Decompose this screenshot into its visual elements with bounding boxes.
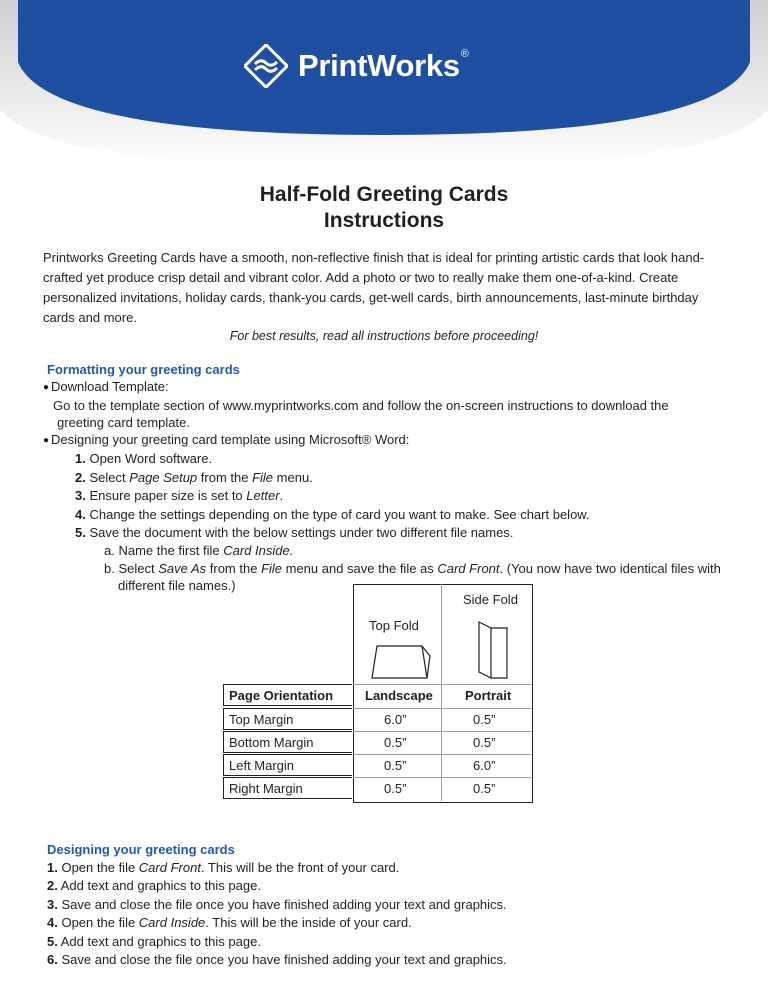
top-margin-portrait: 0.5” xyxy=(473,712,496,727)
row-label-bottom-margin: Bottom Margin xyxy=(223,731,352,753)
format-step-4: 4. Change the settings depending on the type of card you want to make. See chart below. xyxy=(75,507,590,522)
right-margin-portrait: 0.5” xyxy=(473,781,496,796)
side-fold-card-icon xyxy=(473,618,513,682)
format-step-1: 1. Open Word software. xyxy=(75,451,213,466)
bullet-icon: ● xyxy=(43,382,50,393)
note-text: For best results, read all instructions before proceeding! xyxy=(229,329,539,343)
header-landscape: Landscape xyxy=(365,688,433,703)
brand-name: PrintWorks xyxy=(298,48,460,83)
left-margin-landscape: 0.5” xyxy=(384,758,407,773)
title-line-2: Instructions xyxy=(323,209,445,232)
design-step-1: 1. Open the file Card Front. This will be the front of your card. xyxy=(47,860,400,875)
download-line-2: greeting card template. xyxy=(57,415,190,430)
top-margin-landscape: 6.0” xyxy=(384,712,407,727)
row-label-top-margin: Top Margin xyxy=(223,708,352,730)
header-banner xyxy=(0,0,768,170)
bullet-icon: ● xyxy=(43,435,50,446)
bullet-download xyxy=(43,378,169,397)
top-fold-label: Top Fold xyxy=(369,618,419,633)
printworks-diamond-icon xyxy=(244,44,288,88)
left-margin-portrait: 6.0” xyxy=(473,758,496,773)
design-step-5: 5. Add text and graphics to this page. xyxy=(47,934,261,949)
format-sub-a: a. Name the first file Card Inside. xyxy=(104,543,294,558)
design-step-2: 2. Add text and graphics to this page. xyxy=(47,878,261,893)
title-line-1: Half-Fold Greeting Cards xyxy=(259,183,509,206)
header-page-orientation: Page Orientation xyxy=(223,684,352,706)
table-rule xyxy=(353,731,531,732)
format-sub-b-line-2: different file names.) xyxy=(118,578,236,593)
intro-paragraph: Printworks Greeting Cards have a smooth, non-reflective finish that is ideal for printing artistic cards that look hand-crafted yet produce crisp detail and vibrant color. Add a photo or two to really make them one-of-a-kind. Create personalized invitations, holiday cards, thank-you cards, get-well cards, birth announcements, last-minute birthday cards and more. xyxy=(43,250,705,325)
header-portrait: Portrait xyxy=(465,688,512,703)
top-fold-card-icon xyxy=(370,642,434,684)
right-margin-landscape: 0.5” xyxy=(384,781,407,796)
table-rule xyxy=(353,754,531,755)
table-rule xyxy=(353,684,531,685)
format-step-2: 2. Select Page Setup from the File menu. xyxy=(75,470,313,485)
bullet-download-title: Download Template: xyxy=(51,379,169,394)
designing-heading: Designing your greeting cards xyxy=(47,842,235,857)
download-line-1: Go to the template section of www.myprintworks.com and follow the on-screen instructions to download the xyxy=(53,398,669,413)
design-step-6: 6. Save and close the file once you have finished adding your text and graphics. xyxy=(47,952,507,967)
bullet-designing xyxy=(43,431,409,450)
table-divider xyxy=(441,584,442,801)
row-label-left-margin: Left Margin xyxy=(223,754,352,776)
format-step-5: 5. Save the document with the below settings under two different file names. xyxy=(75,525,514,540)
format-step-3: 3. Ensure paper size is set to Letter. xyxy=(75,488,284,503)
design-step-3: 3. Save and close the file once you have finished adding your text and graphics. xyxy=(47,897,507,912)
row-label-right-margin: Right Margin xyxy=(223,777,352,799)
formatting-heading: Formatting your greeting cards xyxy=(47,362,240,377)
table-rule xyxy=(353,708,531,709)
printworks-logo xyxy=(244,36,469,96)
table-rule xyxy=(353,777,531,778)
registered-mark: ® xyxy=(460,48,469,60)
bottom-margin-landscape: 0.5” xyxy=(384,735,407,750)
bottom-margin-portrait: 0.5” xyxy=(473,735,496,750)
design-step-4: 4. Open the file Card Inside. This will be the inside of your card. xyxy=(47,915,412,930)
page-title xyxy=(0,182,768,234)
side-fold-label: Side Fold xyxy=(463,592,518,607)
bullet-designing-title: Designing your greeting card template using Microsoft® Word: xyxy=(51,432,410,447)
format-sub-b: b. Select Save As from the File menu and save the file as Card Front. (You now have two identical files with xyxy=(104,561,721,576)
